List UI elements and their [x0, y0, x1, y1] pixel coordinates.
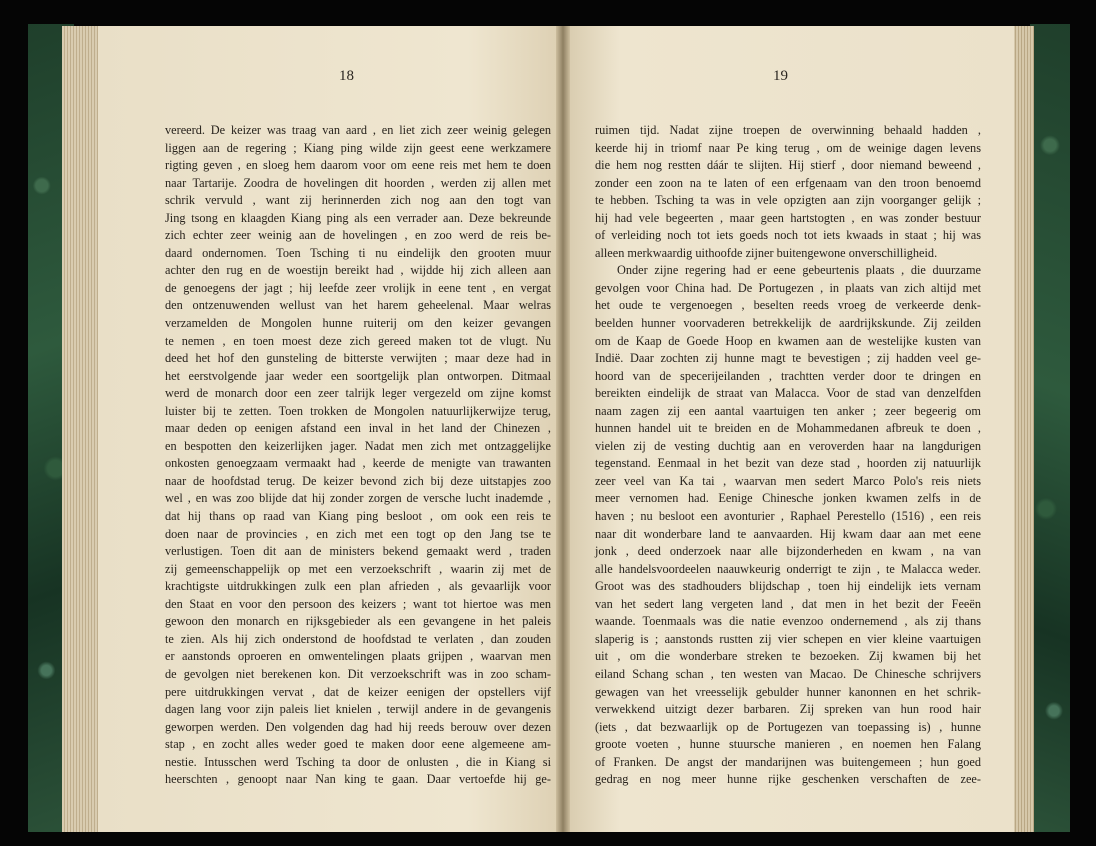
text-line: die hem nog restten dáár te slijten. Hij stierf , door niemand beweend ,	[595, 158, 981, 173]
text-line: daard ondernomen. Toen Tsching ti nu eindelijk den grooten muur	[165, 245, 551, 260]
text-line: alle handelsvoordeelen naauwkeurig onderrigt te zijn , te Malacca weder.	[595, 561, 981, 576]
text-line: stap , en zocht alles weder goed te maken door eene algemeene am-	[165, 737, 551, 752]
text-line: groote voeten , hunne stuursche manieren , en noemen hen Falang	[595, 737, 981, 752]
text-line: achter den rug en de woestijn bereikt had , wijdde hij zich alleen aan	[165, 263, 551, 278]
text-line: pere uitdrukkingen vervat , dat de keizer eenigen der opstellers vijf	[165, 684, 551, 699]
text-line: naar de hoofdstad terug. De keizer bevond zich bij deze uitstapjes zoo	[165, 473, 551, 488]
text-line: hoord van de specerijeilanden , trachtten verder door te dringen en	[595, 368, 981, 383]
text-line: verzamelden de Mongolen hunne ruiterij om den keizer gevangen	[165, 316, 551, 331]
page-number-right: 19	[773, 68, 788, 84]
text-line: wel , en was zoo blijde dat hij zonder zorgen de versche lucht inademde ,	[165, 491, 551, 506]
text-line: geworpen werden. Den volgenden dag had hij reeds berouw over dezen	[165, 719, 551, 734]
text-line: jonk , deed onderzoek naar alle bijzonderheden en kwam , na van	[595, 544, 981, 559]
text-line: bereikten eindelijk de straat van Malacca. Voor de stad van denzelfden	[595, 386, 981, 401]
text-line: deed het hof den gunsteling de bitterste verwijten ; maar deze had in	[165, 351, 551, 366]
text-line: te nemen , en toen moest deze zich gereed maken tot de vlugt. Nu	[165, 333, 551, 348]
text-line: waande. Toenmaals was die natie evenzoo ondernemend , als zij thans	[595, 614, 981, 629]
text-line: de genoegens der jagt ; hij leefde zeer vrolijk in eene tent , en vergat	[165, 280, 551, 295]
text-line: (iets , dat bezwaarlijk op de Portugezen van toepassing is) , hunne	[595, 719, 981, 734]
text-line: rigting geven , en sloeg hem daarom voor om eene reis met hem te doen	[165, 158, 551, 173]
text-line: te zien. Als hij zich onderstond de hoofdstad te verlaten , dan zouden	[165, 631, 551, 646]
left-page-text	[165, 122, 551, 789]
text-line: gedrag en nog meer hunne rijke geschenken verschaften de zee-	[595, 772, 981, 787]
text-line: doen naar de provincies , en zich met een togt op den Jang tse te	[165, 526, 551, 541]
text-line: tegenstand. Eenmaal in het bezit van deze stad , hoorden zij natuurlijk	[595, 456, 981, 471]
text-line: dagen lang voor zijn paleis liet knielen , terwijl andere in de gevangenis	[165, 702, 551, 717]
text-line: hunnen handel uit te breiden en de Mohammedanen afbreuk te doen ,	[595, 421, 981, 436]
text-line: Groot was des stadhouders blijdschap , toen hij eindelijk iets vernam	[595, 579, 981, 594]
text-line: eiland Schang schan , ten westen van Macao. De Chinesche schrijvers	[595, 666, 981, 681]
text-line: naar dit wonderbare land te aanvaarden. Hij kwam daar aan met eene	[595, 526, 981, 541]
text-line: beelden hunner voorvaderen betrekkelijk de aardrijkskunde. Zij zeilden	[595, 316, 981, 331]
text-line: er aanstonds oproeren en omwentelingen plaats grijpen , waarvan men	[165, 649, 551, 664]
text-line: heerschten , genoopt naar Nan king te gaan. Daar vertoefde hij ge-	[165, 772, 551, 787]
text-line: onkosten genoegzaam vermaakt had , keerde de menigte van trawanten	[165, 456, 551, 471]
page-number-left: 18	[339, 68, 354, 84]
text-line: vereerd. De keizer was traag van aard , en liet zich zeer weinig gelegen	[165, 123, 551, 137]
text-line: of Franken. De angst der mandarijnen was buitengemeen ; hun goed	[595, 754, 981, 769]
text-line: dat hij thans op raad van Kiang ping besloot , om ook een reis te	[165, 509, 551, 524]
text-line: hij had vele begeerten , maar geen hartstogten , en was zonder bestuur	[595, 210, 981, 225]
text-line: zonder een zoon na te laten of een erfgenaam van den troon benoemd	[595, 175, 981, 190]
text-line: naar Tartarije. Zoodra de hovelingen dit hoorden , werden zij allen met	[165, 175, 551, 190]
text-line: uit , om die wonderbare streken te bezoeken. Zij kwamen bij het	[595, 649, 981, 664]
text-line: gevolgen voor China had. De Portugezen , in plaats van zich altijd met	[595, 280, 981, 295]
text-line: zich echter zeer weinig aan de hovelingen , en zoo werd de reis be-	[165, 228, 551, 243]
text-line: de gevolgen niet berekenen kon. Dit verzoekschrift was in zoo scham-	[165, 666, 551, 681]
text-line: gewagen van het vreesselijk gebulder hunner kanonnen en het schrik-	[595, 684, 981, 699]
text-line: zeer veel van Ka tai , waarvan men sedert Marco Polo's reis niets	[595, 473, 981, 488]
text-line: schrik vervuld , want zij herinnerden zich nog aan den togt van	[165, 193, 551, 208]
text-line: vielen zij de vesting duchtig aan en veroverden haar na langdurigen	[595, 438, 981, 453]
text-line: verwekkend uitzigt dezer barbaren. Zij spreken van hun rood hair	[595, 702, 981, 717]
text-line: den Staat en voor den persoon des keizers ; want tot hiertoe was men	[165, 596, 551, 611]
book-gutter	[556, 26, 570, 832]
text-line: liggen aan de regering ; Kiang ping wilde zijn geest eene werkzamere	[165, 140, 551, 155]
text-line: gewoon den monarch en rijksgebieder als een gevangene in het paleis	[165, 614, 551, 629]
text-line: zij gemeenschappelijk op met een verzoekschrift , waarin zij met de	[165, 561, 551, 576]
text-line: ruimen tijd. Nadat zijne troepen de overwinning behaald hadden ,	[595, 123, 981, 137]
text-line: slaperig is ; aanstonds rustten zij vier schepen en vier kleine vaartuigen	[595, 631, 981, 646]
text-line: om de Kaap de Goede Hoop en kwamen aan de westelijke kusten van	[595, 333, 981, 348]
text-line: verlustigen. Toen dit aan de ministers bekend gemaakt werd , traden	[165, 544, 551, 559]
text-line: naam zagen zij een aantal vaartuigen ten anker ; zeer begeerig om	[595, 403, 981, 418]
text-line: het oude te vergenoegen , beselten reeds vroeg de verkeerde denk-	[595, 298, 981, 313]
text-line: te hebben. Tsching ta was in vele opzigten aan zijn voorganger gelijk ;	[595, 193, 981, 208]
text-line: maar deden op eenigen afstand een inval in het land der Chinezen ,	[165, 421, 551, 436]
text-line: werd de monarch door een zeer talrijk leger vergezeld om zijne komst	[165, 386, 551, 401]
text-line: krachtigste uitdrukkingen zulk een plan afrieden , als gevaarlijk voor	[165, 579, 551, 594]
text-line: nestie. Intusschen werd Tsching ta door de onlusten , die in Kiang si	[165, 754, 551, 769]
text-line: luister bij te zetten. Toen trokken de Mongolen natuurlijkerwijze terug,	[165, 403, 551, 418]
text-line: den ontzenuwenden wellust van het harem geheelenal. Maar welras	[165, 298, 551, 313]
text-line: alleen merkwaardig uithoofde zijner buitengewone onverschilligheid.	[595, 245, 938, 260]
text-line: of verleiding noch tot iets goeds noch tot iets kwaads in staat ; hij was	[595, 228, 981, 243]
text-line: keerde hij in triomf naar Pe king terug , om de weinige dagen levens	[595, 140, 981, 155]
book-cover-right	[1030, 24, 1070, 832]
text-line: en bespotten den keizerlijken jager. Nadat men zich met ontzaggelijke	[165, 438, 551, 453]
text-line: haven ; nu besloot een avonturier , Raphael Perestello (1516) , een reis	[595, 509, 981, 524]
text-line: Jing tsong en klaagden Kiang ping als een verrader aan. Deze bekreunde	[165, 210, 551, 225]
text-line: van het sedert lang vergeten land , dat men in het bezit der Feeën	[595, 596, 981, 611]
text-line: het eerstvolgende jaar weder een soortgelijk plan ontworpen. Ditmaal	[165, 368, 551, 383]
page-edges-left	[62, 26, 100, 832]
text-line: meer vernomen had. Eenige Chinesche jonken kwamen zelfs in de	[595, 491, 981, 506]
text-line: Indië. Daar zochten zij hunne magt te bevestigen ; zij hadden veel ge-	[595, 351, 981, 366]
right-page-text	[595, 122, 981, 789]
text-line: Onder zijne regering had er eene gebeurtenis plaats , die duurzame	[617, 263, 981, 278]
